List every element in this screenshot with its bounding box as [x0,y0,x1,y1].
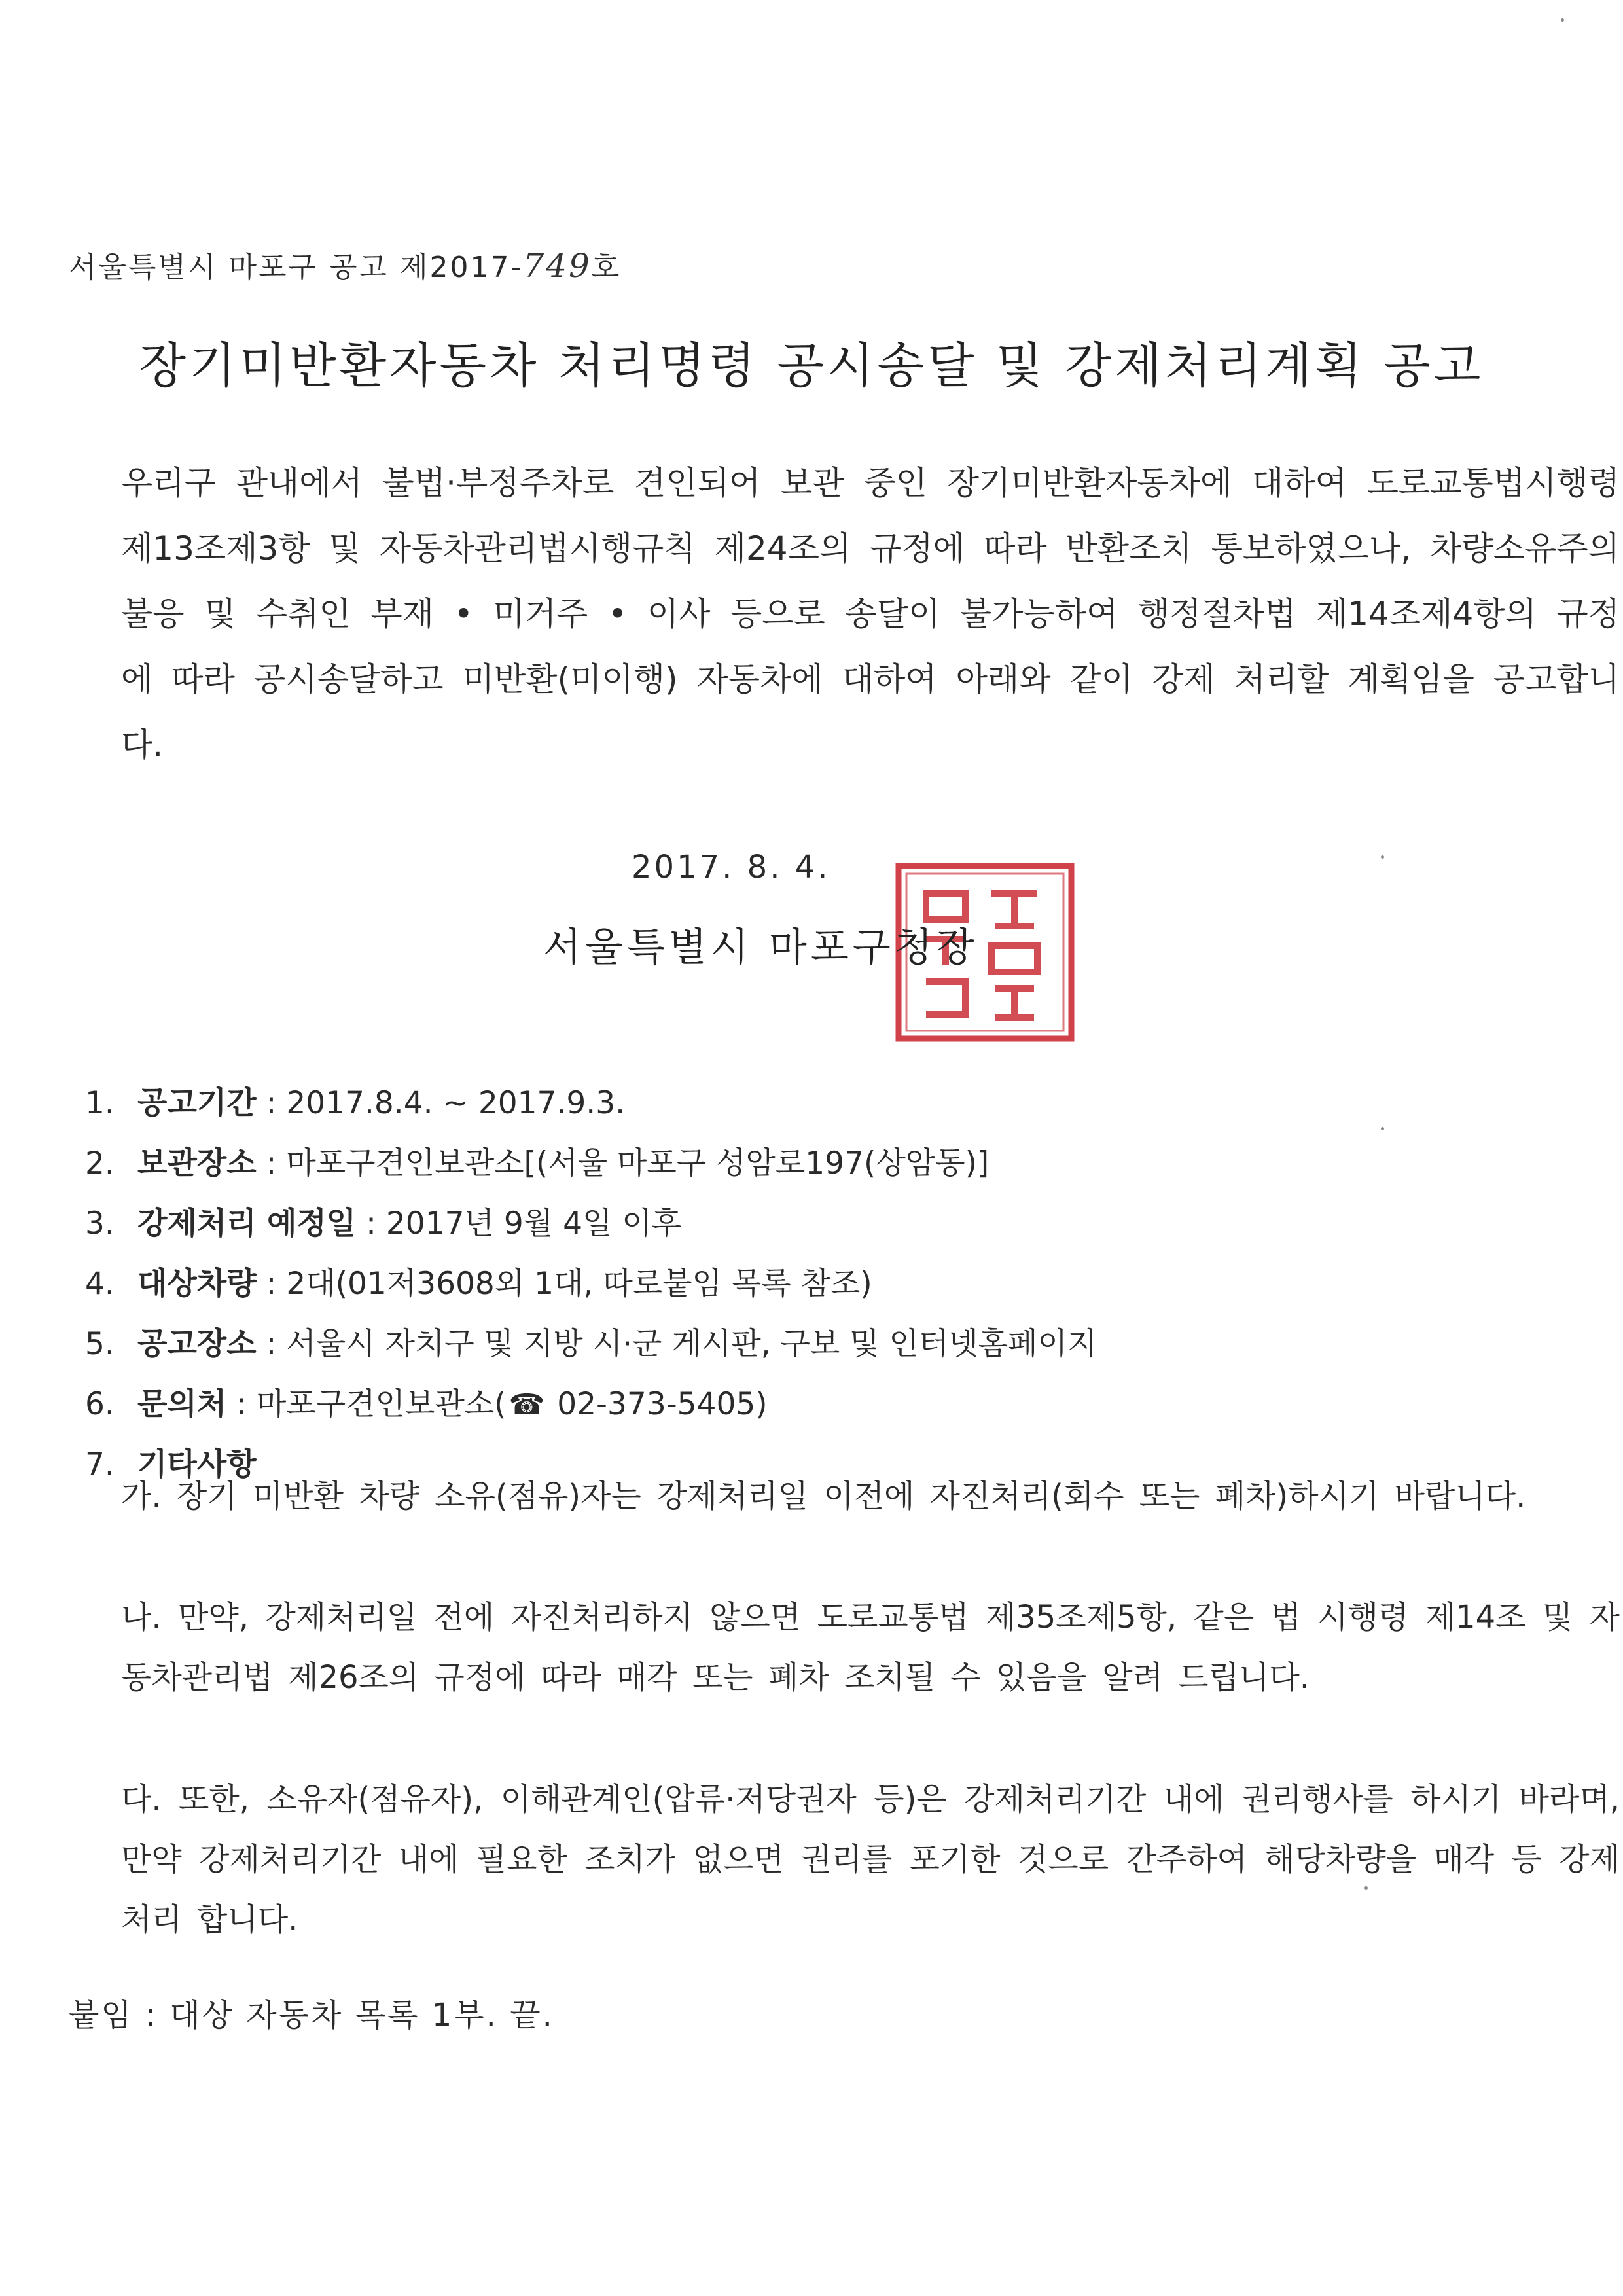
item-value: 2017.8.4. ~ 2017.9.3. [286,1085,626,1121]
item-others: 7. 기타사항 [85,1446,257,1482]
item-storage: 2. 보관장소 : 마포구견인보관소[(서울 마포구 성암로197(상암동)] [85,1145,990,1181]
item-label: 문의처 [137,1386,227,1422]
item-vehicles: 4. 대상차량 : 2대(01저3608외 1대, 따로붙임 목록 참조) [85,1266,872,1302]
item-value: 2대(01저3608외 1대, 따로붙임 목록 참조) [286,1266,872,1302]
notice-number [69,243,621,285]
item-label: 공고장소 [137,1326,257,1362]
notice-number-prefix: 서울특별시 마포구 공고 제2017- [69,251,524,284]
scan-speck [1364,1886,1368,1890]
item-label: 강제처리 예정일 [137,1206,357,1242]
item-contact: 6. 문의처 : 마포구견인보관소(☎ 02-373-5405) [85,1374,1564,1435]
item-label: 공고기간 [137,1085,257,1121]
sub-item-da: 다. 또한, 소유자(점유자), 이해관계인(압류·저당권자 등)은 강제처리기간 내에 권리행사를 하시기 바라며, 만약 강제처리기간 내에 필요한 조치가 없으면 권리를 포기한 것으로 간주하여 해당차량을 매각 등 강제 처리 합니다. [121,1781,1620,1938]
item-label: 대상차량 [137,1266,257,1302]
sub-item-ga: 가. 장기 미반환 차량 소유(점유)자는 강제처리일 이전에 자진처리(회수 또는 폐차)하시기 바랍니다. [121,1478,1526,1515]
item-value-suffix: 02-373-5405) [547,1386,768,1422]
sub-item-na: 나. 만약, 강제처리일 전에 자진처리하지 않으면 도로교통법 제35조제5항, 같은 법 시행령 제14조 및 자동차관리법 제26조의 규정에 따라 매각 또는 폐차 조치될 수 있음을 알려 드립니다. [121,1599,1620,1696]
notice-items [85,1073,1564,1495]
item-schedule: 3. 강제처리 예정일 : 2017년 9월 4일 이후 [85,1206,682,1242]
scan-speck [1381,855,1384,859]
notice-number-suffix: 호 [591,251,622,284]
item-value: 마포구견인보관소[(서울 마포구 성암로197(상암동)] [286,1145,990,1181]
item-period: 1. 공고기간 : 2017.8.4. ~ 2017.9.3. [85,1085,626,1121]
phone-icon: ☎ [508,1388,545,1422]
item-value: 서울시 자치구 및 지방 시·군 게시판, 구보 및 인터넷홈페이지 [286,1326,1097,1362]
item-posting-place: 5. 공고장소 : 서울시 자치구 및 지방 시·군 게시판, 구보 및 인터넷홈페이지 [85,1326,1097,1362]
item-label: 기타사항 [137,1446,257,1482]
body-paragraph: 우리구 관내에서 불법·부정주차로 견인되어 보관 중인 장기미반환자동차에 대하여 도로교통법시행령 제13조제3항 및 자동차관리법시행규칙 제24조의 규정에 따라 반환조치 통보하였으나, 차량소유주의 불응 및 수취인 부재 • 미거주 • 이사 등으로 송달이 불가능하여 행정절차법 제14조제4항의 규정에 따라 공시송달하고 미반환(미이행) 자동차에 대하여 아래와 같이 강제 처리할 계획임을 공고합니다. [121,464,1620,764]
notice-number-handwritten: 749 [523,247,592,285]
item-value: 2017년 9월 4일 이후 [385,1206,682,1242]
item-value-prefix: 마포구견인보관소( [256,1386,507,1422]
item-label: 보관장소 [137,1145,257,1181]
scan-speck [1381,1127,1384,1130]
attachment-note: 붙임 : 대상 자동차 목록 1부. 끝. [69,1997,554,2034]
issuer-name: 서울특별시 마포구청장 [543,925,978,971]
scan-speck [1561,18,1564,22]
notice-date: 2017. 8. 4. [632,849,830,886]
document-title: 장기미반환자동차 처리명령 공시송달 및 강제처리계획 공고 [139,338,1484,394]
